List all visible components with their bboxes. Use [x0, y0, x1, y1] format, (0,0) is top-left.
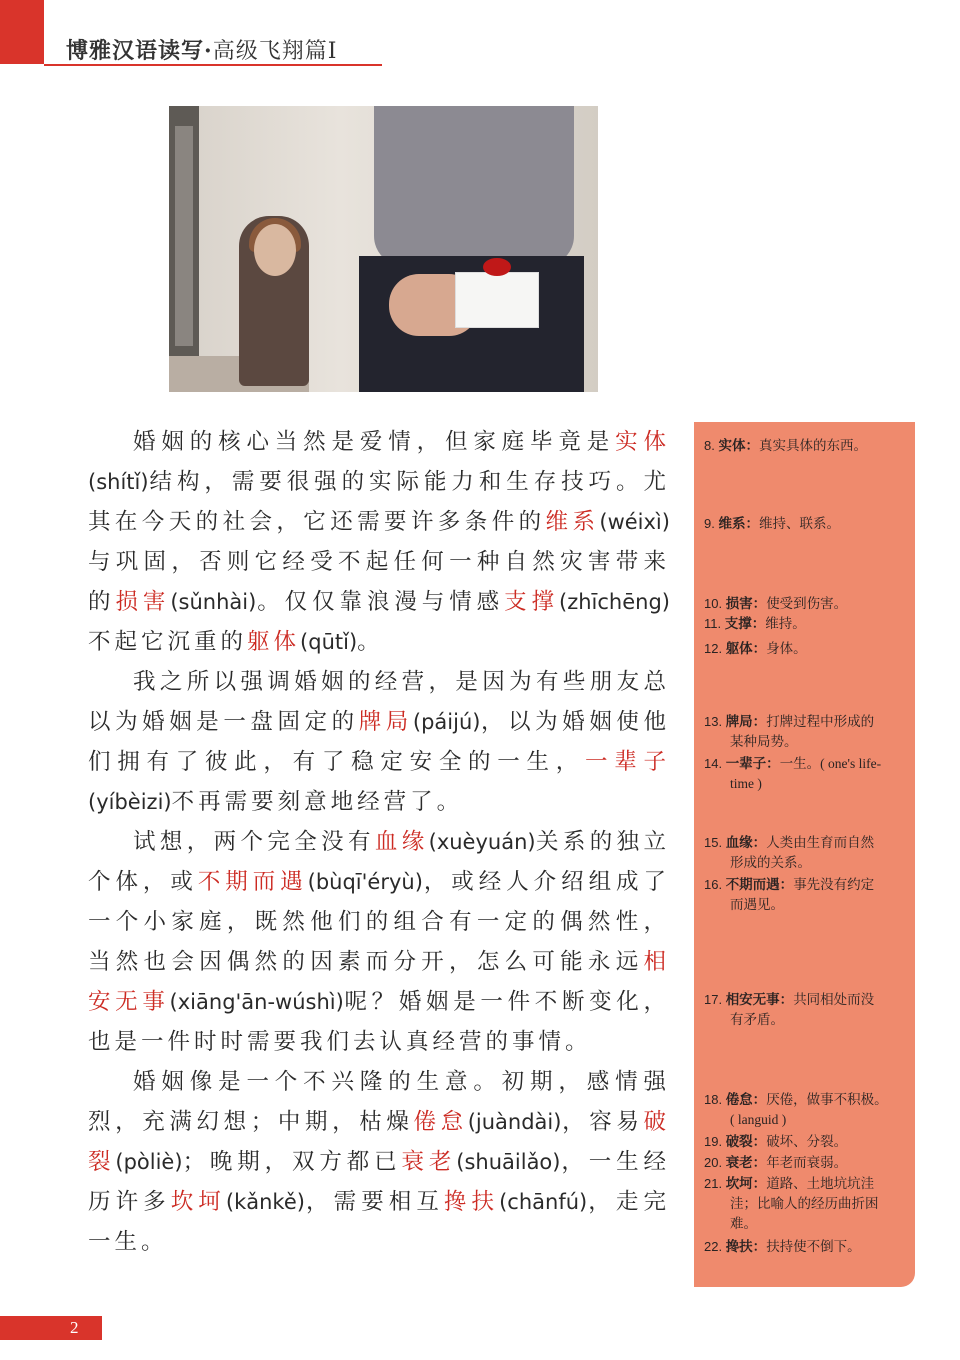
glossary-definition: 难。: [730, 1216, 757, 1231]
glossary-entry: [704, 754, 909, 794]
pinyin: ): [348, 630, 358, 654]
pinyin: ): [552, 1150, 561, 1174]
glossary-number: 18.: [704, 1092, 726, 1107]
pinyin: (: [558, 590, 568, 614]
glossary-term: 不期而遇：: [725, 877, 794, 892]
book-title-main: 博雅汉语读写: [66, 38, 205, 64]
glossary-term: 牌局：: [725, 714, 767, 729]
pinyin: xuèyuán: [436, 830, 528, 854]
gift-photo: [169, 106, 598, 392]
pinyin: chānfú: [507, 1190, 580, 1214]
pinyin: ): [661, 590, 670, 614]
pinyin: ): [296, 1190, 305, 1214]
keyword: 坎坷: [170, 1189, 226, 1215]
keyword: 倦怠: [413, 1109, 468, 1135]
glossary-entry: [704, 1090, 909, 1130]
text-run: 婚姻的核心当然是爱情，但家庭毕竟是: [133, 429, 616, 455]
pinyin: (: [225, 1190, 235, 1214]
pinyin: zhīchēng: [567, 590, 662, 614]
glossary-definition: 人类由生育而自然: [766, 835, 875, 850]
header-rule: [44, 64, 382, 66]
glossary-definition: 年老而衰弱。: [766, 1155, 848, 1170]
pinyin: yíbèizi: [96, 790, 164, 814]
keyword: 相安无事: [88, 949, 670, 1015]
glossary-definition: 厌倦，做事不积极。: [766, 1092, 888, 1107]
text-run: 不起它沉重的: [88, 629, 248, 655]
glossary-term: 躯体：: [725, 641, 767, 656]
keyword: 破裂: [88, 1109, 670, 1175]
keyword: 支撑: [504, 589, 559, 615]
photo-man-sweater: [374, 106, 574, 266]
glossary-entry: [704, 833, 909, 873]
glossary-entry: [704, 614, 909, 634]
pinyin: ): [527, 830, 536, 854]
pinyin: (: [169, 990, 178, 1014]
book-title: [66, 34, 337, 65]
text-run: ，以为婚姻使他们拥有了彼此，有了稳定安全的一生，: [88, 709, 670, 775]
glossary-definition: 身体。: [766, 641, 807, 656]
pinyin: (: [307, 870, 316, 894]
text-run: 与巩固，否则它经受不起任何一种自然灾害带来的: [88, 549, 670, 615]
book-title-subtitle: 高级飞翔篇Ⅰ: [212, 39, 338, 64]
text-run: 关系的独立个体，或: [88, 829, 670, 895]
glossary-definition: 打牌过程中形成的: [766, 714, 875, 729]
pinyin: ): [163, 790, 172, 814]
glossary-number: 21.: [704, 1176, 726, 1191]
glossary-number: 19.: [704, 1134, 726, 1149]
glossary-entry: [704, 639, 909, 659]
pinyin: (: [88, 790, 97, 814]
glossary-number: 20.: [704, 1155, 726, 1170]
glossary-term: 损害：: [725, 596, 767, 611]
glossary-term: 衰老：: [725, 1155, 767, 1170]
text-run: ，或经人介绍组成了一个小家庭，既然他们的组合有一定的偶然性，当然也会因偶然的因素而分开，怎么可能永远: [88, 869, 670, 975]
page-number: 2: [70, 1318, 79, 1337]
glossary-entry: [704, 594, 909, 614]
glossary-definition: time ): [730, 776, 762, 791]
text-run: 试想，两个完全没有: [133, 829, 375, 855]
glossary-term: 实体：: [718, 438, 759, 453]
glossary-definition: 共同相处而没: [793, 992, 875, 1007]
glossary-term: 破裂：: [725, 1134, 767, 1149]
glossary-term: 坎坷：: [725, 1176, 767, 1191]
title-separator: ·: [204, 38, 213, 64]
paragraph-2: [88, 662, 670, 822]
keyword: 维系: [545, 509, 600, 535]
glossary-entry: [704, 1174, 909, 1234]
text-run: 结构，需要很强的实际能力和生存技巧。尤其在今天的社会，它还需要许多条件的: [88, 469, 670, 535]
pinyin: bùqī'éryù: [315, 870, 415, 894]
text-run: 呢？婚姻是一件不断变化，也是一件时时需要我们去认真经营的事情。: [88, 989, 670, 1055]
glossary-number: 10.: [704, 596, 726, 611]
text-run: 。: [357, 629, 384, 655]
keyword: 损害: [115, 589, 171, 615]
pinyin: (: [170, 590, 179, 614]
pinyin: ): [472, 710, 481, 734]
glossary-entry: [704, 990, 909, 1030]
photo-window-pane: [175, 126, 193, 346]
text-run: ，一生经历许多: [88, 1149, 670, 1215]
text-run: 我之所以强调婚姻的经营，是因为有些朋友总以为婚姻是一盘固定的: [88, 669, 670, 735]
article-body: [88, 422, 670, 1262]
glossary-entry: [704, 514, 909, 534]
pinyin: juàndài: [475, 1110, 554, 1134]
paragraph-3: [88, 822, 670, 1062]
keyword: 牌局: [358, 709, 413, 735]
pinyin: shítǐ: [96, 470, 141, 494]
pinyin: kǎnkě: [234, 1190, 297, 1214]
glossary-entry: [704, 436, 909, 456]
pinyin: ): [335, 990, 344, 1014]
photo-woman-head: [254, 224, 296, 276]
glossary-entry: [704, 1153, 909, 1173]
keyword: 衰老: [401, 1149, 457, 1175]
glossary-definition: 事先没有约定: [793, 877, 875, 892]
glossary-number: 14.: [704, 756, 726, 771]
pinyin: (: [456, 1150, 465, 1174]
glossary-definition: 使受到伤害。: [766, 596, 848, 611]
pinyin: ): [661, 510, 670, 534]
photo-gift-box: [455, 272, 539, 328]
glossary-definition: 洼；比喻人的经历曲折困: [730, 1196, 879, 1211]
glossary-definition: 一生。( one's life-: [779, 756, 882, 771]
glossary-definition: 道路、土地坑坑洼: [766, 1176, 875, 1191]
keyword: 血缘: [374, 829, 429, 855]
glossary-term: 搀扶：: [725, 1239, 767, 1254]
glossary-term: 一辈子：: [725, 756, 780, 771]
pinyin: páijú: [421, 710, 473, 734]
glossary-definition: 有矛盾。: [730, 1012, 784, 1027]
keyword: 不期而遇: [197, 869, 308, 895]
photo-gift-bow: [483, 258, 511, 276]
pinyin: (: [599, 510, 608, 534]
text-run: 。仅仅靠浪漫与情感: [256, 589, 505, 615]
text-run: 不再需要刻意地经营了。: [171, 789, 464, 815]
glossary-entry: [704, 1237, 909, 1257]
pinyin: ): [174, 1150, 183, 1174]
glossary-number: 9.: [704, 516, 719, 531]
paragraph-4: [88, 1062, 670, 1262]
glossary-number: 12.: [704, 641, 726, 656]
glossary-number: 8.: [704, 438, 719, 453]
pinyin: shuāilǎo: [464, 1150, 553, 1174]
pinyin: sǔnhài: [178, 590, 249, 614]
keyword: 搀扶: [443, 1189, 500, 1215]
keyword: 一辈子: [585, 749, 670, 775]
glossary-definition: 某种局势。: [730, 734, 798, 749]
pinyin: ): [579, 1190, 588, 1214]
glossary-entry: [704, 875, 909, 915]
glossary-term: 支撑：: [724, 616, 766, 631]
glossary-definition: 形成的关系。: [730, 855, 811, 870]
glossary-definition: 扶持使不倒下。: [766, 1239, 861, 1254]
header-accent-block: [0, 0, 44, 64]
glossary-definition: 维持。: [765, 616, 806, 631]
text-run: ，容易: [561, 1109, 644, 1135]
glossary-definition: ( languid ): [730, 1112, 787, 1127]
pinyin: (: [467, 1110, 476, 1134]
glossary-entry: [704, 1132, 909, 1152]
pinyin: (: [300, 630, 309, 654]
pinyin: qūtǐ: [308, 630, 349, 654]
pinyin: wéixì: [607, 510, 662, 534]
pinyin: (: [88, 470, 97, 494]
glossary-number: 15.: [704, 835, 726, 850]
glossary-number: 17.: [704, 992, 726, 1007]
glossary-definition: 破坏、分裂。: [766, 1134, 848, 1149]
glossary-term: 倦怠：: [725, 1092, 767, 1107]
pinyin: (: [412, 710, 422, 734]
pinyin: ): [140, 470, 149, 494]
glossary-term: 血缘：: [725, 835, 767, 850]
text-run: ，走完一生。: [88, 1189, 670, 1255]
text-run: ，需要相互: [304, 1189, 444, 1215]
keyword: 实体: [615, 429, 670, 455]
glossary-number: 16.: [704, 877, 726, 892]
pinyin: pòliè: [123, 1150, 175, 1174]
pinyin: ): [248, 590, 257, 614]
glossary-definition: 而遇见。: [730, 897, 784, 912]
glossary-term: 维系：: [718, 516, 759, 531]
glossary-definition: 真实具体的东西。: [758, 438, 867, 453]
glossary-term: 相安无事：: [725, 992, 794, 1007]
paragraph-1: [88, 422, 670, 662]
pinyin: xiāng'ān-wúshì: [177, 990, 336, 1014]
pinyin: ): [414, 870, 423, 894]
footer-accent-bar: [0, 1316, 102, 1340]
text-run: ；晚期，双方都已: [182, 1149, 402, 1175]
pinyin: ): [553, 1110, 562, 1134]
pinyin: (: [499, 1190, 508, 1214]
glossary-entry: [704, 712, 909, 752]
glossary-number: 11.: [704, 616, 725, 631]
pinyin: (: [115, 1150, 124, 1174]
text-run: 婚姻像是一个不兴隆的生意。初期，感情强烈，充满幻想；中期，枯燥: [88, 1069, 670, 1135]
glossary-number: 13.: [704, 714, 726, 729]
keyword: 躯体: [247, 629, 301, 655]
pinyin: (: [428, 830, 437, 854]
glossary-number: 22.: [704, 1239, 726, 1254]
glossary-definition: 维持、联系。: [758, 516, 840, 531]
